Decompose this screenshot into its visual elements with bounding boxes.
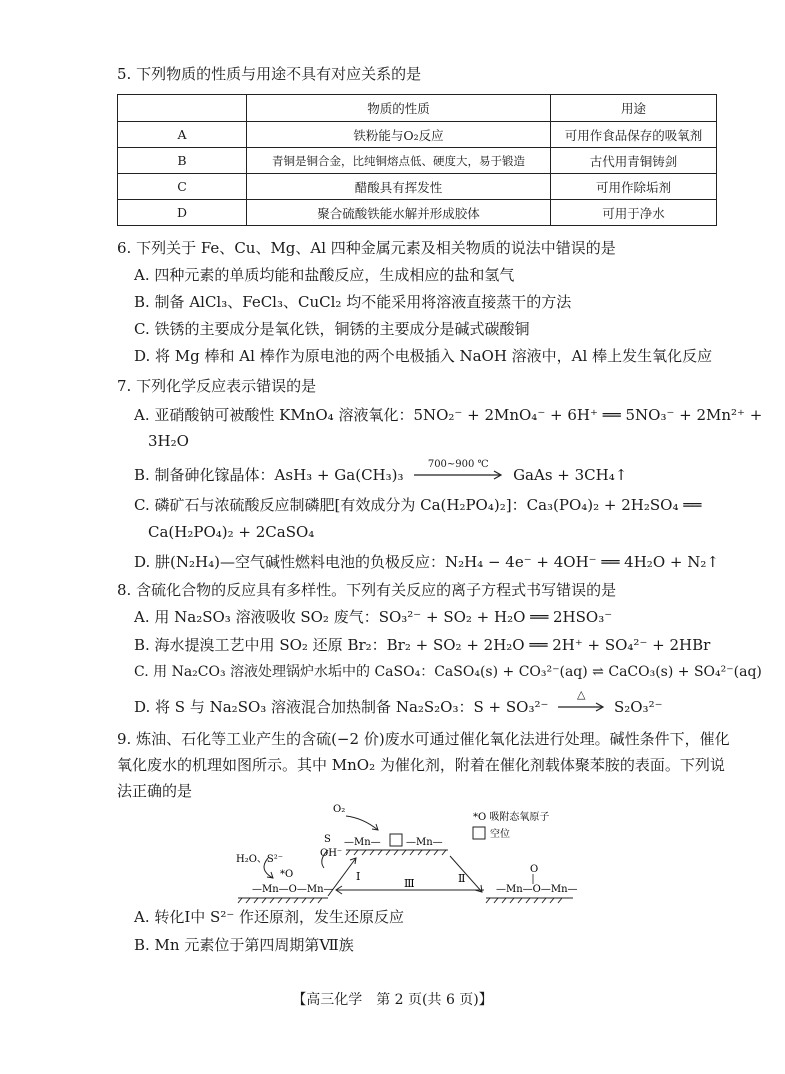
q9-stem-line-2: 氧化废水的机理如图所示。其中 MnO₂ 为催化剂，附着在催化剂载体聚苯胺的表面。下列说 bbox=[117, 756, 725, 774]
mechanism-diagram bbox=[228, 800, 578, 905]
oh-label: OH⁻ bbox=[320, 848, 343, 859]
catalyst-surface-left bbox=[238, 898, 328, 903]
q6-option-a: A. 四种元素的单质均能和盐酸反应，生成相应的盐和氢气 bbox=[134, 266, 515, 284]
adsorbed-o-top: O bbox=[530, 864, 539, 875]
row-use: 可用于净水 bbox=[551, 200, 717, 226]
reaction-arrow bbox=[556, 688, 606, 717]
arrow-icon bbox=[556, 697, 606, 717]
reaction-condition: △ bbox=[576, 688, 586, 701]
table-header: 用途 bbox=[551, 95, 717, 122]
q5-stem: 5. 下列物质的性质与用途不具有对应关系的是 bbox=[117, 65, 422, 83]
right-chain: —Mn—O—Mn— bbox=[496, 884, 578, 895]
reaction-condition: 700~900 ℃ bbox=[427, 459, 489, 470]
q6-stem: 6. 下列关于 Fe、Cu、Mg、Al 四种金属元素及相关物质的说法中错误的是 bbox=[117, 239, 616, 257]
row-use: 可用作食品保存的吸氧剂 bbox=[551, 122, 717, 148]
q9-stem-line-3: 法正确的是 bbox=[117, 782, 193, 800]
table-header bbox=[118, 95, 247, 122]
q7-option-d: D. 肼(N₂H₄)—空气碱性燃料电池的负极反应：N₂H₄ − 4e⁻ + 4OH⁻ ══ 4H₂O + N₂↑ bbox=[134, 553, 719, 571]
table-header: 物质的性质 bbox=[247, 95, 551, 122]
table-row bbox=[118, 148, 717, 174]
left-chain: —Mn—O—Mn— bbox=[252, 884, 334, 895]
q7-stem: 7. 下列化学反应表示错误的是 bbox=[117, 377, 317, 395]
q6-option-d: D. 将 Mg 棒和 Al 棒作为原电池的两个电极插入 NaOH 溶液中，Al 棒上发生氧化反应 bbox=[134, 347, 713, 365]
row-property: 青铜是铜合金，比纯铜熔点低、硬度大，易于锻造 bbox=[247, 148, 551, 174]
h2o-s-label: H₂O、S²⁻ bbox=[236, 854, 284, 865]
q8-option-d bbox=[134, 688, 663, 717]
step-2-label: Ⅱ bbox=[458, 872, 466, 885]
q8-option-b: B. 海水提溴工艺中用 SO₂ 还原 Br₂：Br₂ + SO₂ + 2H₂O ══ 2H⁺ + SO₄²⁻ + 2HBr bbox=[134, 636, 711, 654]
q6-option-c: C. 铁锈的主要成分是氧化铁，铜锈的主要成分是碱式碳酸铜 bbox=[134, 320, 530, 338]
q7-option-a-cont: 3H₂O bbox=[148, 432, 189, 450]
table-row bbox=[118, 174, 717, 200]
vacancy-box bbox=[390, 834, 402, 846]
q7-option-b-right: GaAs + 3CH₄↑ bbox=[513, 466, 628, 484]
q9-option-b: B. Mn 元素位于第四周期第Ⅶ族 bbox=[134, 936, 354, 954]
q6-option-b: B. 制备 AlCl₃、FeCl₃、CuCl₂ 均不能采用将溶液直接蒸干的方法 bbox=[134, 293, 572, 311]
q8-option-c: C. 用 Na₂CO₃ 溶液处理锅炉水垢中的 CaSO₄：CaSO₄(s) + CO₃²⁻(aq) ⇌ CaCO₃(s) + SO₄²⁻(aq) bbox=[134, 664, 762, 680]
row-use: 可用作除垢剂 bbox=[551, 174, 717, 200]
table-row bbox=[118, 200, 717, 226]
reaction-arrow bbox=[412, 459, 504, 485]
row-use: 古代用青铜铸剑 bbox=[551, 148, 717, 174]
o2-label: O₂ bbox=[333, 804, 346, 815]
q8-option-d-left: D. 将 S 与 Na₂SO₃ 溶液混合加热制备 Na₂S₂O₃：S + SO₃²⁻ bbox=[134, 698, 549, 716]
table-row bbox=[118, 122, 717, 148]
row-label: B bbox=[118, 148, 247, 174]
row-property: 铁粉能与O₂反应 bbox=[247, 122, 551, 148]
o-star-label: *O bbox=[280, 869, 294, 880]
middle-chain-left: —Mn— bbox=[344, 837, 381, 848]
step-3-label: Ⅲ bbox=[404, 877, 415, 890]
arrow-icon bbox=[412, 465, 504, 485]
q8-option-a: A. 用 Na₂SO₃ 溶液吸收 SO₂ 废气：SO₃²⁻ + SO₂ + H₂O ══ 2HSO₃⁻ bbox=[134, 608, 613, 626]
row-label: D bbox=[118, 200, 247, 226]
q7-option-c: C. 磷矿石与浓硫酸反应制磷肥[有效成分为 Ca(H₂PO₄)₂]：Ca₃(PO₄)₂ + 2H₂SO₄ ══ bbox=[134, 496, 702, 514]
q7-option-c-cont: Ca(H₂PO₄)₂ + 2CaSO₄ bbox=[148, 523, 315, 541]
legend-vacancy: 空位 bbox=[490, 829, 510, 840]
legend-adsorbed-o: *O 吸附态氧原子 bbox=[473, 812, 550, 823]
middle-chain-right: —Mn— bbox=[406, 837, 443, 848]
q7-option-a: A. 亚硝酸钠可被酸性 KMnO₄ 溶液氧化：5NO₂⁻ + 2MnO₄⁻ + 6H⁺ ══ 5NO₃⁻ + 2Mn²⁺ + bbox=[134, 406, 763, 424]
step-1-label: Ⅰ bbox=[356, 870, 361, 883]
q9-option-a: A. 转化Ⅰ中 S²⁻ 作还原剂，发生还原反应 bbox=[134, 908, 405, 926]
q8-option-d-right: S₂O₃²⁻ bbox=[613, 698, 663, 716]
row-property: 聚合硫酸铁能水解并形成胶体 bbox=[247, 200, 551, 226]
row-label: A bbox=[118, 122, 247, 148]
table-header-row bbox=[118, 95, 717, 122]
row-label: C bbox=[118, 174, 247, 200]
q7-option-b-left: B. 制备砷化镓晶体：AsH₃ + Ga(CH₃)₃ bbox=[134, 466, 404, 484]
catalyst-surface-right bbox=[486, 898, 573, 903]
page-footer: 【高三化学 第 2 页(共 6 页)】 bbox=[292, 992, 493, 1008]
row-property: 醋酸具有挥发性 bbox=[247, 174, 551, 200]
s-label: S bbox=[324, 834, 331, 845]
q9-stem-line-1: 9. 炼油、石化等工业产生的含硫(−2 价)废水可通过催化氧化法进行处理。碱性条件下，催化 bbox=[117, 730, 730, 748]
q8-stem: 8. 含硫化合物的反应具有多样性。下列有关反应的离子方程式书写错误的是 bbox=[117, 581, 617, 599]
q5-table bbox=[117, 94, 717, 226]
catalyst-surface-middle bbox=[346, 850, 448, 855]
q7-option-b bbox=[134, 459, 628, 485]
legend-vacancy-box bbox=[473, 827, 485, 839]
